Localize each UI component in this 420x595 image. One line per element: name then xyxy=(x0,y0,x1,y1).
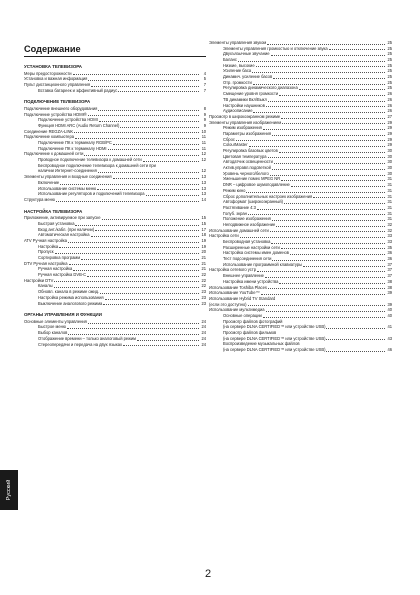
toc-page-number: 24 xyxy=(201,330,206,336)
toc-page-number: 21 xyxy=(201,266,206,272)
toc-entry-label: (на сервере DLNA CERTIFIED™ или устройстве USB) xyxy=(223,347,326,353)
toc-page-number: 43 xyxy=(387,335,392,341)
dot-leader xyxy=(276,223,385,227)
toc-page-number: 26 xyxy=(387,102,392,108)
toc-page-number: 22 xyxy=(201,283,206,289)
dot-leader xyxy=(55,250,199,254)
toc-page-number: 31 xyxy=(387,216,392,222)
toc-page-number: 30 xyxy=(387,148,392,154)
toc-entry-label: Меры предосторожности xyxy=(24,70,72,76)
toc-entry-label: Подключение устройства HDMI xyxy=(38,117,98,123)
toc-page-number: 23 xyxy=(201,289,206,295)
dot-leader xyxy=(137,336,199,340)
toc-entry-label: Использование YouTube™ xyxy=(209,290,260,296)
dot-leader xyxy=(326,348,385,352)
dot-leader xyxy=(105,295,199,299)
toc-page-number: 11 xyxy=(201,140,206,146)
toc-entry-label: Элементы управления изображением xyxy=(209,119,282,125)
toc-page-number: 25 xyxy=(387,74,392,80)
toc-section-heading: ОРГАНЫ УПРАВЛЕНИЯ И ФУНКЦИИ xyxy=(24,312,102,318)
toc-entry-label: Обновл. канала в режиме ожид. xyxy=(38,289,100,295)
toc-entry-label: Установка и важная информация xyxy=(24,76,88,82)
toc-page-number: 13 xyxy=(201,179,206,185)
toc-entry-label: Актив.управл.подсветкой xyxy=(223,165,271,171)
toc-entry-label: Сброс xyxy=(223,136,235,142)
dot-leader xyxy=(146,192,199,196)
toc-entry-label: Ручная настройка xyxy=(38,266,73,272)
dot-leader xyxy=(108,146,199,150)
toc-entry-label: Смещение уровня громкости xyxy=(223,91,279,97)
toc-entry-label: Автодатчик освещенности xyxy=(223,159,273,165)
toc-entry-label: Двухъязычные звучание xyxy=(223,51,270,57)
toc-page-number: 21 xyxy=(201,255,206,261)
toc-page-number: 41 xyxy=(387,324,392,330)
toc-entry-label: Беспроводное подключение телевизора к домашней сети при xyxy=(38,162,156,168)
toc-page-number: 12 xyxy=(201,157,206,163)
toc-page-number: 15 xyxy=(201,220,206,226)
toc-page-number: 37 xyxy=(387,267,392,273)
toc-page-number: 29 xyxy=(387,119,392,125)
dot-leader xyxy=(272,257,385,261)
dot-leader xyxy=(120,124,199,128)
toc-subentry[interactable] xyxy=(24,301,206,307)
toc-page-number: 25 xyxy=(387,51,392,57)
toc-entry-label: Настройка сетевого устр xyxy=(209,267,257,273)
dot-leader xyxy=(271,240,385,244)
toc-page-number: 25 xyxy=(387,39,392,45)
toc-entry-label: Включение xyxy=(38,179,60,185)
dot-leader xyxy=(102,216,200,220)
toc-entry-label: Регулировка динамического диапазона xyxy=(223,85,298,91)
toc-entry-label: Настройка сети xyxy=(209,233,239,239)
toc-section-heading: НАСТРОЙКА ТЕЛЕВИЗОРА xyxy=(24,208,83,214)
toc-page-number: 30 xyxy=(387,165,392,171)
toc-page-number: 14 xyxy=(201,196,206,202)
toc-entry-label: Просмотр файлов фильмов xyxy=(223,330,277,336)
toc-page-number: 31 xyxy=(387,199,392,205)
dot-leader xyxy=(54,284,199,288)
toc-page-number: 36 xyxy=(387,256,392,262)
toc-page-number: 31 xyxy=(387,176,392,182)
toc-entry-label: Отр. громкости xyxy=(223,79,252,85)
toc-page-number: 24 xyxy=(201,341,206,347)
toc-page-number: 27 xyxy=(387,113,392,119)
toc-entry-label: Основные элементы управления xyxy=(24,318,87,324)
toc-entry-label: Низкие, высокие xyxy=(223,62,255,68)
toc-page-number: 26 xyxy=(387,96,392,102)
dot-leader xyxy=(253,80,385,84)
dot-leader xyxy=(268,285,385,289)
toc-entry-label: Положение изображения xyxy=(223,216,271,222)
toc-entry-label: (на сервере DLNA CERTIFIED™ или устройстве USB) xyxy=(223,324,326,330)
toc-entry-label: Настройка имени устройства xyxy=(223,278,279,284)
toc-page-number: 24 xyxy=(201,318,206,324)
toc-page-number: 8 xyxy=(203,105,206,111)
toc-entry-label: Элементы управления и входные соединения xyxy=(24,174,112,180)
toc-page-number: 7 xyxy=(203,87,206,93)
toc-page-number: 19 xyxy=(201,243,206,249)
dot-leader xyxy=(123,342,199,346)
toc-page-number: 32 xyxy=(387,227,392,233)
toc-page-number: 9 xyxy=(203,111,206,117)
toc-entry-label: Пропуск xyxy=(38,249,54,255)
dot-leader xyxy=(95,227,199,231)
toc-page-number: 46 xyxy=(387,347,392,353)
toc-page-number: 5 xyxy=(203,76,206,82)
dot-leader xyxy=(284,200,385,204)
toc-entry-label: ColourMaster xyxy=(223,142,248,148)
toc-entry-label: Основные операции xyxy=(223,312,262,318)
toc-entry-label: Сортировка программ xyxy=(38,255,81,261)
dot-leader xyxy=(103,301,199,305)
toc-entry-label: Аудиоописание xyxy=(223,108,253,114)
toc-page-number: 37 xyxy=(387,261,392,267)
toc-right-column xyxy=(209,40,392,353)
toc-entry-label: (если это доступно) xyxy=(209,301,247,307)
toc-page-number: 31 xyxy=(387,210,392,216)
toc-entry-label: Расширенные настройки сети xyxy=(223,244,280,250)
toc-entry-label: Сброс дополнительных настроек изображения xyxy=(223,193,313,199)
toc-entry-label: Цветовая температура xyxy=(223,153,267,159)
toc-entry-label: Настройка системы имен доменов xyxy=(223,250,289,256)
toc-entry-label: Подключение к домашней сети xyxy=(24,151,84,157)
dot-leader xyxy=(84,152,199,156)
toc-page-number: 31 xyxy=(387,193,392,199)
dot-leader xyxy=(268,97,385,101)
toc-page-number: 9 xyxy=(203,117,206,123)
toc-page-number: 29 xyxy=(387,136,392,142)
dot-leader xyxy=(97,186,199,190)
toc-entry-label: Тест подсоединения сети xyxy=(223,256,272,262)
dot-leader xyxy=(88,319,199,323)
dot-leader xyxy=(299,86,385,90)
toc-entry-label: DTV Ручная настройка xyxy=(24,260,68,266)
toc-entry-label: Отображение времени – только аналоговый режим xyxy=(38,335,136,341)
toc-left-column xyxy=(24,64,206,347)
toc-page-number: 25 xyxy=(387,68,392,74)
dot-leader xyxy=(249,143,385,147)
toc-entry-label: Настройка xyxy=(38,243,59,249)
toc-entry-label: Неподвижное изображение xyxy=(223,221,276,227)
toc-page-number: 33 xyxy=(387,239,392,245)
toc-entry-label: Подключение ПК к терминалу HDMI xyxy=(38,145,107,151)
dot-leader xyxy=(266,103,385,107)
language-side-tab xyxy=(0,470,18,510)
toc-page-number: 15 xyxy=(201,215,206,221)
toc-entry-label: Элементы управления громкостью и отключение звука xyxy=(223,45,328,51)
dot-leader xyxy=(68,331,199,335)
toc-page-number: 21 xyxy=(201,260,206,266)
toc-page-number: 39 xyxy=(387,301,392,307)
dot-leader xyxy=(118,88,199,92)
dot-leader xyxy=(81,256,199,260)
toc-page-number: 36 xyxy=(387,250,392,256)
toc-entry-label: Параметры изображения xyxy=(223,130,272,136)
toc-entry-label: Выключение аналогового режима xyxy=(38,300,103,306)
dot-leader xyxy=(87,273,199,277)
toc-page-number: 9 xyxy=(203,122,206,128)
toc-page-number: 38 xyxy=(387,284,392,290)
dot-leader xyxy=(265,274,385,278)
toc-page-number: 39 xyxy=(387,290,392,296)
dot-leader xyxy=(73,71,199,75)
dot-leader xyxy=(253,109,385,113)
language-side-tab-label: Русский xyxy=(6,479,12,501)
dot-leader xyxy=(263,126,385,130)
toc-page-number: 31 xyxy=(387,204,392,210)
dot-leader xyxy=(329,46,385,50)
toc-section-heading: ПОДКЛЮЧЕНИЕ ТЕЛЕВИЗОРА xyxy=(24,99,91,105)
toc-page-number: 35 xyxy=(387,244,392,250)
dot-leader xyxy=(238,58,385,62)
toc-entry-label: Режим изображения xyxy=(223,125,262,131)
dot-leader xyxy=(272,166,385,170)
toc-entry-label: Каналы xyxy=(38,283,53,289)
dot-leader xyxy=(69,261,199,265)
toc-page-number: 10 xyxy=(201,128,206,134)
toc-entry-label: Приложение, активируемое при запуске xyxy=(24,215,101,221)
dot-leader xyxy=(236,137,385,141)
dot-leader xyxy=(113,175,199,179)
toc-entry-label: Баланс xyxy=(223,57,237,63)
toc-page-number: 29 xyxy=(387,125,392,131)
toc-entry[interactable] xyxy=(24,197,206,203)
dot-leader xyxy=(270,171,385,175)
toc-entry-label: Усиление баса xyxy=(223,68,252,74)
page-number: 2 xyxy=(205,568,212,580)
dot-leader xyxy=(98,106,199,110)
toc-entry-label: Элементы управления звуком xyxy=(209,39,267,45)
toc-page-number: 23 xyxy=(201,294,206,300)
dot-leader xyxy=(246,188,385,192)
toc-page-number: 19 xyxy=(201,237,206,243)
toc-entry-label: Подключение компьютера xyxy=(24,134,75,140)
dot-leader xyxy=(270,228,385,232)
toc-entry-label: наличии Интернет-соединения xyxy=(38,168,97,174)
toc-entry-label: Просмотр файлов фотографий xyxy=(223,318,283,324)
dot-leader xyxy=(282,120,385,124)
toc-entry-label: Подключение ПК к терминалу RGB/PC xyxy=(38,140,112,146)
dot-leader xyxy=(313,194,385,198)
toc-entry-label: Подключение внешнего оборудования xyxy=(24,105,98,111)
toc-page-number: 24 xyxy=(201,335,206,341)
toc-entry-label: Настройки наушников xyxy=(223,102,265,108)
dot-leader xyxy=(91,233,199,237)
toc-subentry[interactable] xyxy=(209,347,392,353)
toc-entry-label: Использование системы меню xyxy=(38,185,97,191)
dot-leader xyxy=(272,217,385,221)
toc-entry-label: Настройки DTV xyxy=(24,277,54,283)
toc-page-number: 25 xyxy=(387,85,392,91)
toc-entry-label: Настройка режима использования xyxy=(38,294,104,300)
toc-page-number: 31 xyxy=(387,182,392,188)
dot-leader xyxy=(266,308,385,312)
toc-page-number: 37 xyxy=(387,273,392,279)
toc-entry-label: Использование домашней сети xyxy=(209,227,269,233)
toc-page-number: 18 xyxy=(201,232,206,238)
toc-entry-label: Функция HDMI ARC (Audio Return Channel) xyxy=(38,122,120,128)
dot-leader xyxy=(281,114,385,118)
dot-leader xyxy=(88,77,199,81)
toc-entry-label: Автоматическая настройка xyxy=(38,232,90,238)
toc-entry-label: Режим кино xyxy=(223,187,246,193)
toc-entry-label: Быстрое меню xyxy=(38,324,66,330)
dot-leader xyxy=(75,221,199,225)
toc-entry-label: Вставка батареек и эффективный радиус xyxy=(38,87,118,93)
toc-entry-label: Уровень черного/белого xyxy=(223,170,269,176)
dot-leader xyxy=(326,336,385,340)
dot-leader xyxy=(257,268,385,272)
dot-leader xyxy=(263,314,385,318)
toc-entry-label: Структура меню xyxy=(24,196,55,202)
toc-entry-label: Динамич. усиление басов xyxy=(223,74,273,80)
dot-leader xyxy=(100,290,199,294)
toc-page-number: 13 xyxy=(201,185,206,191)
dot-leader xyxy=(272,132,385,136)
dot-leader xyxy=(75,135,199,139)
dot-leader xyxy=(261,291,385,295)
toc-entry-label: Автоформат (широкоэкранный) xyxy=(223,199,284,205)
toc-entry-label: Беспроводная установка xyxy=(223,239,271,245)
toc-page-number: 29 xyxy=(387,130,392,136)
dot-leader xyxy=(281,177,385,181)
dot-leader xyxy=(113,141,199,145)
dot-leader xyxy=(271,52,385,56)
toc-entry-label: Воспроизведение музыкальных файлов xyxy=(223,341,300,347)
toc-page-number: 30 xyxy=(387,153,392,159)
toc-page-number: 29 xyxy=(387,142,392,148)
toc-entry-label: Просмотр в широкоэкранном режиме xyxy=(209,113,281,119)
toc-entry-label: Проводное подключение телевизора к домашней сети xyxy=(38,157,142,163)
toc-page-number: 30 xyxy=(387,159,392,165)
dot-leader xyxy=(279,279,385,283)
toc-entry-label: Использование программной клавиатуры xyxy=(223,261,303,267)
toc-page-number: 32 xyxy=(387,221,392,227)
toc-entry-label: Использование мультимедиа xyxy=(209,307,265,313)
toc-page-number: 12 xyxy=(201,151,206,157)
toc-subentry[interactable] xyxy=(24,342,206,348)
dot-leader xyxy=(59,244,199,248)
dot-leader xyxy=(274,160,385,164)
dot-leader xyxy=(91,82,199,86)
toc-entry-label: Использование Toshiba Places xyxy=(209,284,267,290)
toc-page-number: 38 xyxy=(387,278,392,284)
dot-leader xyxy=(291,183,385,187)
dot-leader xyxy=(273,75,385,79)
dot-leader xyxy=(252,69,385,73)
toc-page-number: 7 xyxy=(203,81,206,87)
toc-entry-label: Соединение REGZA-LINK xyxy=(24,128,74,134)
dot-leader xyxy=(281,245,385,249)
toc-page-number: 25 xyxy=(387,62,392,68)
dot-leader xyxy=(290,251,385,255)
dot-leader xyxy=(98,169,199,173)
toc-page-number: 40 xyxy=(387,312,392,318)
dot-leader xyxy=(143,158,199,162)
toc-page-number: 40 xyxy=(387,307,392,313)
dot-leader xyxy=(256,63,385,67)
dot-leader xyxy=(99,118,199,122)
dot-leader xyxy=(279,149,385,153)
toc-page-number: 4 xyxy=(203,70,206,76)
dot-leader xyxy=(326,325,385,329)
toc-entry-label: Ручная настройка DVB-C xyxy=(38,272,87,278)
toc-page-number: 30 xyxy=(387,170,392,176)
toc-page-number: 26 xyxy=(387,108,392,114)
toc-subentry[interactable] xyxy=(24,88,206,94)
toc-entry-label: Пульт дистанционного управления xyxy=(24,81,91,87)
dot-leader xyxy=(88,112,199,116)
toc-entry-label: Внешнее управление xyxy=(223,273,264,279)
toc-entry-label: Быстрая установка xyxy=(38,220,75,226)
toc-entry-label: Голуб. экран xyxy=(223,210,247,216)
toc-entry-label: Растягивание 4:3 xyxy=(223,204,256,210)
dot-leader xyxy=(56,197,199,201)
toc-page-number: 11 xyxy=(201,145,206,151)
dot-leader xyxy=(303,262,385,266)
toc-page-number: 17 xyxy=(201,226,206,232)
toc-entry-label: Выбор каналов xyxy=(38,330,68,336)
dot-leader xyxy=(73,267,199,271)
page-title: Содержание xyxy=(24,44,81,54)
dot-leader xyxy=(74,129,199,133)
toc-entry-label: Подключение устройства HDMI® xyxy=(24,111,87,117)
toc-page-number: 11 xyxy=(201,134,206,140)
toc-entry-label: Использование Hybrid TV Standard xyxy=(209,295,276,301)
toc-entry-label: Стереопередачи и передача на двух языках xyxy=(38,341,123,347)
toc-page-number: 25 xyxy=(387,79,392,85)
dot-leader xyxy=(240,234,385,238)
dot-leader xyxy=(248,302,385,306)
toc-page-number: 24 xyxy=(201,324,206,330)
toc-page-number: 33 xyxy=(387,233,392,239)
toc-page-number: 12 xyxy=(201,168,206,174)
toc-section-heading: УСТАНОВКА ТЕЛЕВИЗОРА xyxy=(24,64,82,69)
toc-entry-label: (на сервере DLNA CERTIFIED™ или устройстве USB) xyxy=(223,335,326,341)
toc-entry-label: ТВ динамики Вкл/Выкл xyxy=(223,96,267,102)
title-rule xyxy=(24,56,206,57)
dot-leader xyxy=(248,211,385,215)
toc-page-number: 25 xyxy=(387,45,392,51)
toc-entry-label: Уменьшение помех MPEG NR xyxy=(223,176,281,182)
dot-leader xyxy=(267,41,385,45)
toc-page-number: 20 xyxy=(201,249,206,255)
toc-page-number: 22 xyxy=(201,272,206,278)
toc-page-number: 13 xyxy=(201,174,206,180)
toc-entry-label: ATV Ручная настройка xyxy=(24,237,68,243)
toc-entry-label: Регулировка базовых цветов xyxy=(223,148,278,154)
dot-leader xyxy=(257,205,385,209)
toc-entry-label: DNR – цифровое шумоподавление xyxy=(223,182,290,188)
toc-entry-label: Использование регуляторов и подключений телевизора xyxy=(38,191,145,197)
toc-page-number: 13 xyxy=(201,191,206,197)
dot-leader xyxy=(67,325,199,329)
dot-leader xyxy=(68,238,199,242)
dot-leader xyxy=(54,278,199,282)
toc-page-number: 26 xyxy=(387,91,392,97)
toc-page-number: 22 xyxy=(201,277,206,283)
toc-page-number: 25 xyxy=(387,57,392,63)
dot-leader xyxy=(279,92,385,96)
toc-page-number: 23 xyxy=(201,300,206,306)
toc-entry-label: Вход ант./кабл. (при наличии) xyxy=(38,226,95,232)
dot-leader xyxy=(268,154,385,158)
toc-page-number: 31 xyxy=(387,187,392,193)
dot-leader xyxy=(60,180,199,184)
